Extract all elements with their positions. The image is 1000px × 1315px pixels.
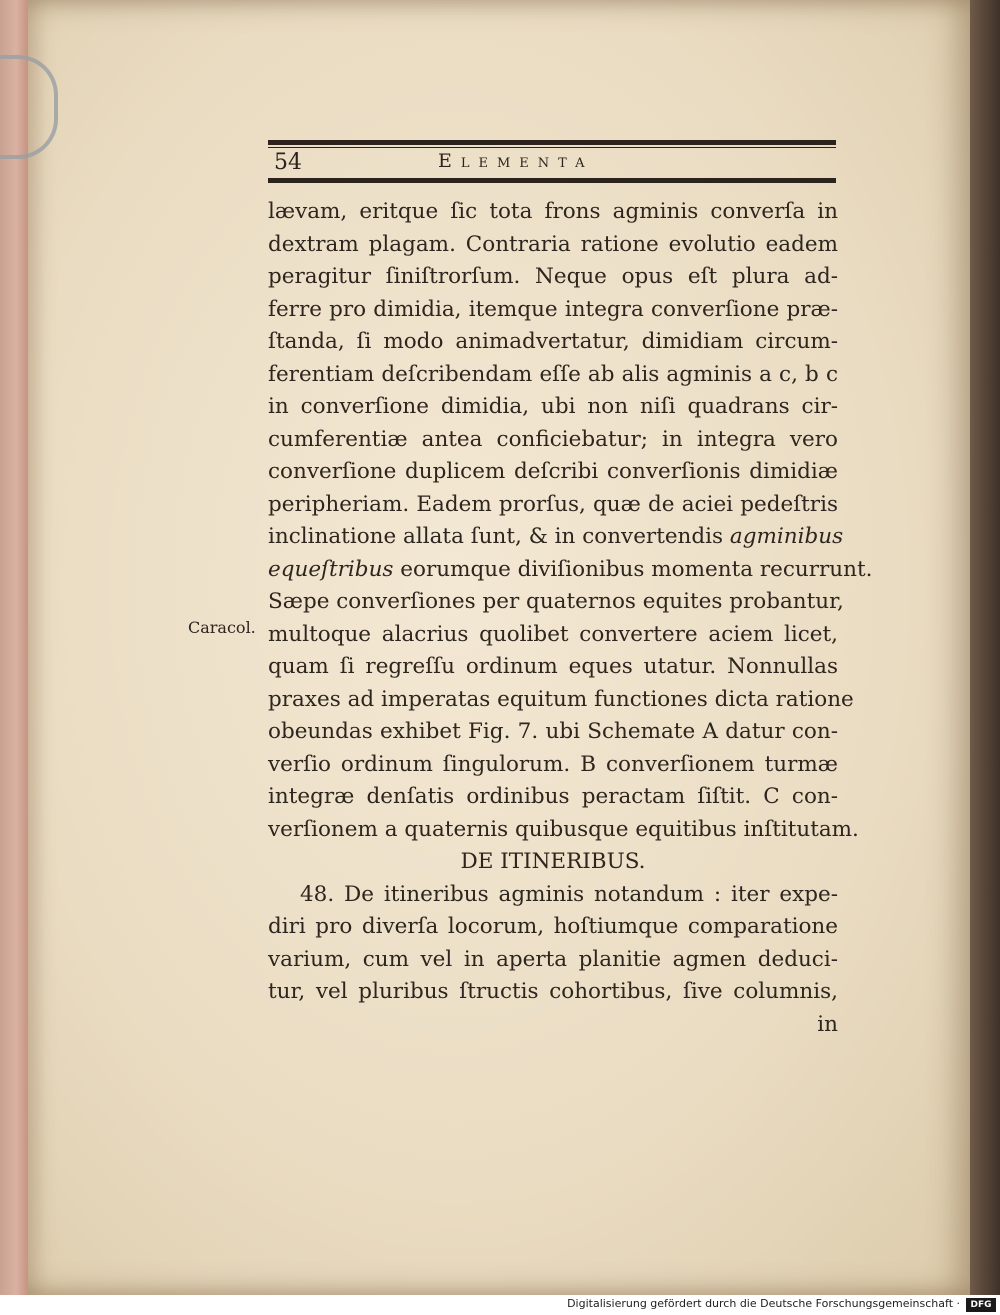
running-head	[268, 140, 836, 186]
text-line: verſionem a quaternis quibusque equitibus inſtitutam.	[268, 816, 859, 842]
text-line: quam ſi regreſſu ordinum eques utatur. Nonnullas	[268, 654, 838, 679]
italic-phrase: agminibus	[729, 524, 844, 549]
text-line: diri pro diverſa locorum, hoſtiumque comparatione	[268, 914, 838, 939]
rule-top	[268, 140, 836, 145]
text-line: lævam, eritque ſic tota frons agminis converſa in	[268, 199, 838, 224]
text-line: in converſione dimidia, ubi non niſi quadrans cir-	[268, 394, 838, 419]
text-line: multoque alacrius quolibet convertere aciem licet,	[268, 621, 838, 647]
text-line: ferre pro dimidia, itemque integra converſione præ-	[268, 296, 838, 322]
text-line: verſio ordinum ſingulorum. B converſionem turmæ	[268, 751, 838, 777]
text-line: peripheriam. Eadem prorſus, quæ de aciei pedeſtris	[268, 491, 838, 517]
rule-bottom	[268, 178, 836, 183]
text-line: cumferentiæ antea conficiebatur; in integra vero	[268, 426, 838, 452]
page-edges-right	[970, 0, 1000, 1295]
body-text	[268, 196, 873, 1041]
text-line: inclinatione allata ſunt, & in convertendis agminibus	[268, 524, 844, 549]
text-line: ſtanda, ſi modo animadvertatur, dimidiam circum-	[268, 329, 838, 354]
dfg-logo: DFG	[966, 1298, 996, 1312]
text-line: dextram plagam. Contraria ratione evolutio eadem	[268, 231, 838, 257]
text-line: Sæpe converſiones per quaternos equites probantur,	[268, 589, 844, 614]
text-line: peragitur ſiniſtrorſum. Neque opus eſt plura ad-	[268, 264, 838, 289]
text-line: varium, cum vel in aperta planitie agmen deduci-	[268, 946, 838, 972]
page-number: 54	[274, 150, 302, 175]
text-line: tur, vel pluribus ſtructis cohortibus, ſive columnis,	[268, 979, 838, 1004]
text-line: praxes ad imperatas equitum functiones dicta ratione	[268, 686, 854, 712]
text-line: obeundas exhibet Fig. 7. ubi Schemate A datur con-	[268, 719, 838, 744]
funding-credit: Digitalisierung gefördert durch die Deutsche Forschungsgemeinschaft ·	[567, 1297, 960, 1310]
text-line: integræ denſatis ordinibus peractam ſiſtit. C con-	[268, 784, 838, 809]
text-line: converſione duplicem deſcribi converſionis dimidiæ	[268, 459, 838, 484]
text-line: equeſtribus eorumque diviſionibus momenta recurrunt.	[268, 556, 873, 582]
text-line: 48. De itineribus agminis notandum : iter expe-	[300, 881, 838, 907]
text-line: ferentiam deſcribendam eſſe ab alis agminis a c, b c	[268, 361, 838, 387]
catchword: in	[817, 1011, 838, 1037]
running-title: Elementa	[438, 150, 594, 172]
margin-note: Caracol.	[188, 618, 256, 637]
italic-phrase: equeſtribus	[268, 556, 394, 582]
paper-clip	[0, 55, 58, 159]
rule-top-thin	[268, 147, 836, 148]
section-heading: DE ITINERIBUS.	[460, 849, 646, 874]
